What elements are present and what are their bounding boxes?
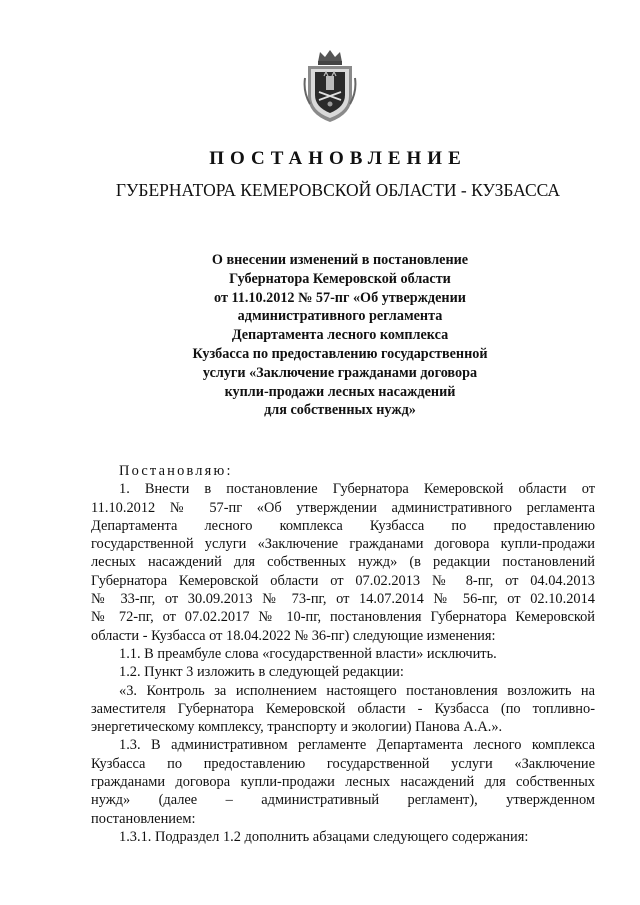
coat-of-arms-icon xyxy=(302,48,358,124)
body-line: Департамента лесного комплекса Кузбасса по предоставлению xyxy=(91,517,595,534)
body-line: государственной услуги «Заключение гражданами договора купли-продажи xyxy=(91,536,595,553)
resolve-word: Постановляю: xyxy=(119,463,233,479)
body-line: «3. Контроль за исполнением настоящего постановления возложить на xyxy=(119,682,595,699)
body-line: № 33-пг, от 30.09.2013 № 73-пг, от 14.07.2014 № 56-пг, от 02.10.2014 xyxy=(91,591,595,608)
body-line: 1.1. В преамбуле слова «государственной власти» исключить. xyxy=(119,645,497,662)
body-line: нужд» (далее – административный регламент), утвержденном xyxy=(91,792,595,809)
heading-line: Кузбасса по предоставлению государственной xyxy=(192,345,488,362)
body-line: № 72-пг, от 07.02.2017 № 10-пг, постановления Губернатора Кемеровской xyxy=(91,609,595,626)
body-line: энергетическому комплексу, транспорту и экологии) Панова А.А.». xyxy=(91,719,503,736)
heading-line: Департамента лесного комплекса xyxy=(231,327,449,344)
document-title: ПОСТАНОВЛЕНИЕ xyxy=(209,148,467,169)
heading-line: услуги «Заключение гражданами договора xyxy=(202,364,478,381)
heading-line: Губернатора Кемеровской области xyxy=(229,270,451,287)
body-line: заместителя Губернатора Кемеровской области - Кузбасса (по топливно- xyxy=(91,700,595,717)
body-line: 1.3.1. Подраздел 1.2 дополнить абзацами следующего содержания: xyxy=(119,828,529,845)
body-line: лесных насаждений для собственных нужд» (в редакции постановлений xyxy=(91,554,595,571)
heading-line: административного регламента xyxy=(237,308,443,325)
body-line: Кузбасса по предоставлению государственной услуги «Заключение xyxy=(91,755,595,772)
body-line: области - Кузбасса от 18.04.2022 № 36-пг) следующие изменения: xyxy=(91,627,496,644)
document-subtitle: ГУБЕРНАТОРА КЕМЕРОВСКОЙ ОБЛАСТИ - КУЗБАССА xyxy=(115,180,561,200)
body-line: 1.3. В административном регламенте Департамента лесного комплекса xyxy=(119,737,595,754)
body-line: Губернатора Кемеровской области от 07.02.2013 № 8-пг, от 04.04.2013 xyxy=(91,572,595,589)
body-line: гражданами договора купли-продажи лесных насаждений для собственных xyxy=(91,774,595,791)
heading-line: от 11.10.2012 № 57-пг «Об утверждении xyxy=(214,289,466,306)
body-line: постановлением: xyxy=(91,810,196,827)
heading-line: для собственных нужд» xyxy=(264,402,416,419)
resolution-heading xyxy=(140,251,540,420)
body-line: 1. Внести в постановление Губернатора Кемеровской области от xyxy=(119,481,595,498)
body-line: 11.10.2012 № 57-пг «Об утверждении административного регламента xyxy=(91,499,595,516)
heading-line: О внесении изменений в постановление xyxy=(211,252,469,268)
body-line: 1.2. Пункт 3 изложить в следующей редакции: xyxy=(119,664,404,681)
document-body xyxy=(91,462,595,846)
heading-line: купли-продажи лесных насаждений xyxy=(224,383,456,400)
